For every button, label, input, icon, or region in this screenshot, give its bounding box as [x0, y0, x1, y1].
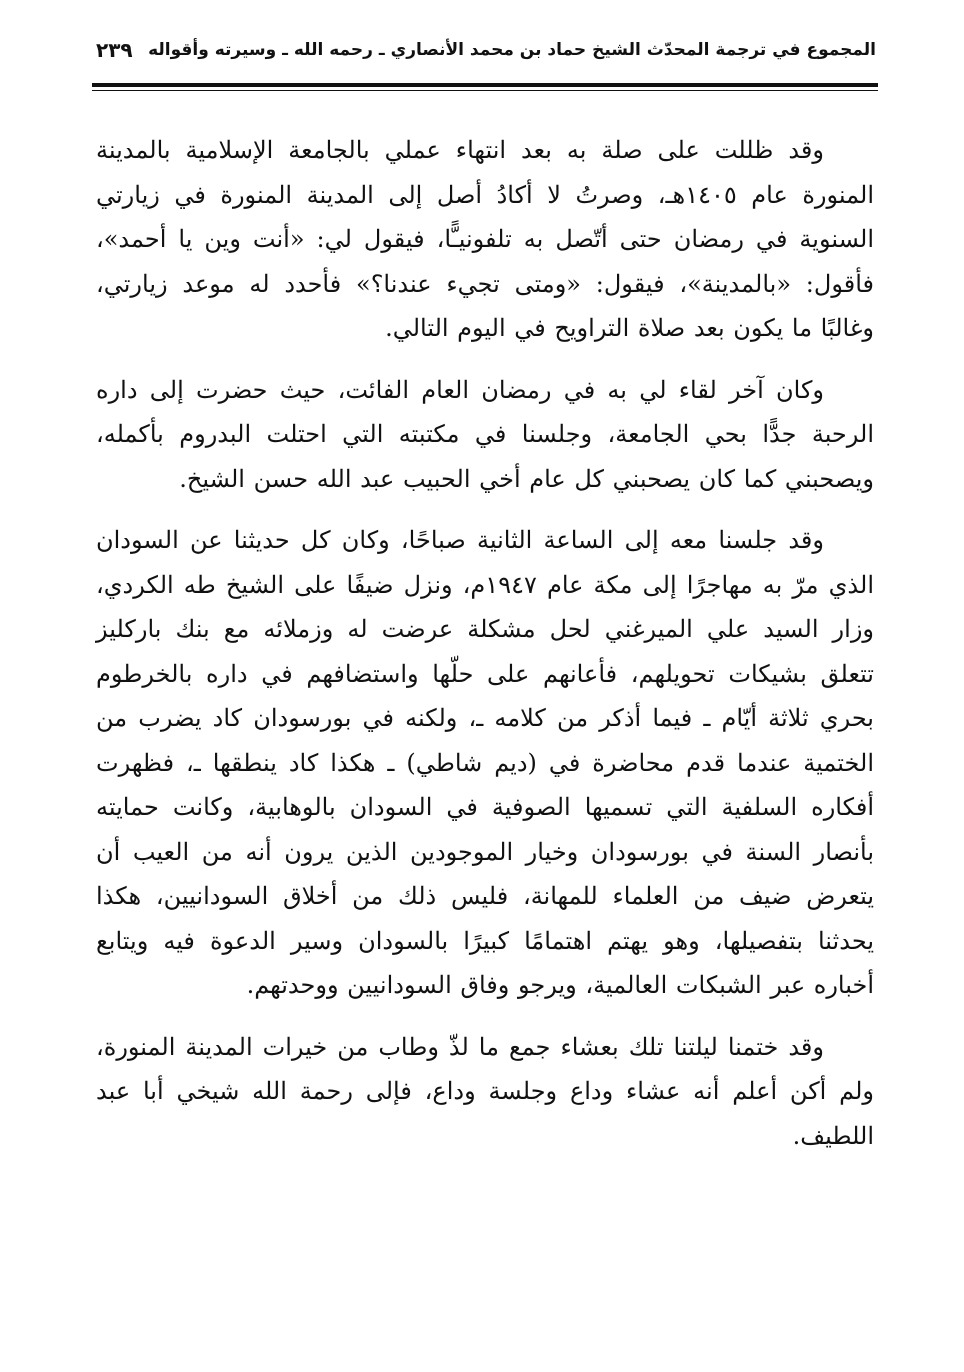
header-rule-thick: [92, 83, 878, 87]
page-header: [96, 36, 876, 76]
paragraph-3: وقد جلسنا معه إلى الساعة الثانية صباحًا، وكان كل حديثنا عن السودان الذي مرّ به مهاجرًا إلى مكة عام ١٩٤٧م، ونزل ضيفًا على الشيخ طه الكردي، وزار السيد علي الميرغني لحل مشكلة عرضت له وزملائه مع بنك باركليز تتعلق بشيكات تحويلهم، فأعانهم على حلّها واستضافهم في داره بالخرطوم بحري ثلاثة أيّام ـ فيما أذكر من كلامه ـ، ولكنه في بورسودان كاد يضرب من الختمية عندما قدم محاضرة في (ديم شاطي) ـ هكذا كاد ينطقها ـ، فظهرت أفكاره السلفية التي تسميها الصوفية في السودان بالوهابية، وكانت حمايته بأنصار السنة في بورسودان وخيار الموجودين الذين يرون أنه من العيب أن يتعرض ضيف من العلماء للمهانة، فليس ذلك من أخلاق السودانيين، هكذا يحدثنا بتفصيلها، وهو يهتم اهتمامًا كبيرًا بالسودان وسير الدعوة فيه ويتابع أخباره عبر الشبكات العالمية، ويرجو وفاق السودانيين ووحدتهم.: [96, 526, 874, 999]
paragraph-2: وكان آخر لقاء لي به في رمضان العام الفائت، حيث حضرت إلى داره الرحبة جدًّا بحي الجامعة، وجلسنا في مكتبته التي احتلت البدروم بأكمله، ويصحبني كما كان يصحبني كل عام أخي الحبيب عبد الله حسن الشيخ.: [96, 375, 874, 493]
header-rule-thin: [92, 90, 878, 91]
paragraph-4: وقد ختمنا ليلتنا تلك بعشاء جمع ما لذّ وطاب من خيرات المدينة المنورة، ولم أكن أعلم أنه عشاء وداع وجلسة وداع، فإلى رحمة الله شيخي أبا عبد اللطيف.: [96, 1032, 874, 1150]
page-number: ٢٣٩: [96, 38, 133, 62]
running-title: المجموع في ترجمة المحدّث الشيخ حماد بن محمد الأنصاري ـ رحمه الله ـ وسيرته وأقواله: [148, 40, 876, 60]
paragraph-1: وقد ظللت على صلة به بعد انتهاء عملي بالجامعة الإسلامية بالمدينة المنورة عام ١٤٠٥هـ، وصرتُ لا أكادُ أصل إلى المدينة المنورة في زيارتي السنوية في رمضان حتى أتّصل به تلفونيـًّا، فيقول لي: «أنت وين يا أحمد»، فأقول: «بالمدينة»، فيقول: «ومتى تجيء عندنا؟» فأحدد له موعد زيارتي، وغالبًا ما يكون بعد صلاة التراويح في اليوم التالي.: [96, 136, 874, 342]
body-text: [96, 128, 874, 1175]
